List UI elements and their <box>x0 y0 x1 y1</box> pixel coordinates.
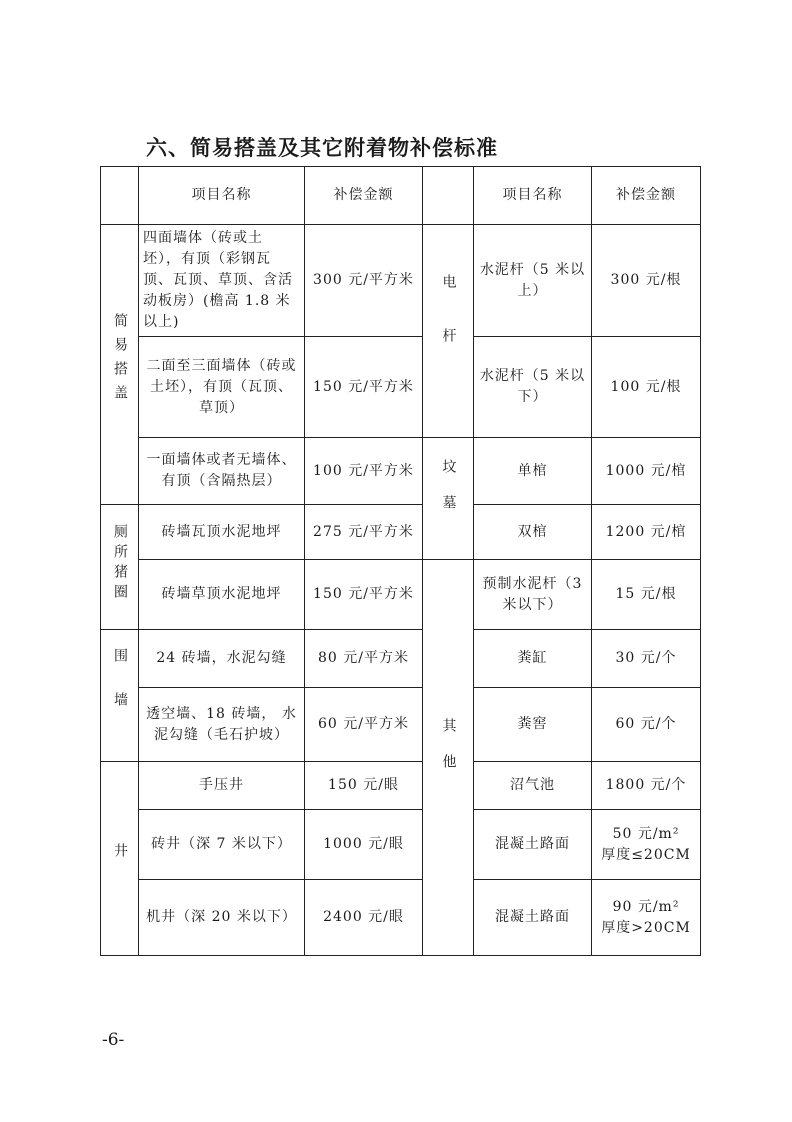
right-item: 混凝土路面 <box>474 810 592 880</box>
left-amount: 1000 元/眼 <box>305 810 423 880</box>
table-row <box>101 630 701 688</box>
group-well: 井 <box>101 762 139 956</box>
left-amount: 300 元/平方米 <box>305 225 423 337</box>
table-row <box>101 880 701 956</box>
group-toilet: 厕所猪圈 <box>101 505 139 630</box>
right-item: 粪窖 <box>474 688 592 762</box>
left-item: 砖井（深 7 米以下） <box>139 810 305 880</box>
right-amount <box>592 810 701 880</box>
left-item: 透空墙、18 砖墙， 水泥勾缝（毛石护坡） <box>139 688 305 762</box>
right-item: 水泥杆（5 米以上） <box>474 225 592 337</box>
group-simple: 简易搭盖 <box>101 225 139 505</box>
left-item: 砖墙草顶水泥地坪 <box>139 560 305 630</box>
group-grave: 坟墓 <box>423 438 474 560</box>
right-amount: 300 元/根 <box>592 225 701 337</box>
right-item: 沼气池 <box>474 762 592 810</box>
right-amount: 1200 元/棺 <box>592 505 701 560</box>
header-blank-left <box>101 167 139 225</box>
left-item: 一面墙体或者无墙体、有顶（含隔热层） <box>139 438 305 505</box>
right-item: 预制水泥杆（3 米以下） <box>474 560 592 630</box>
header-blank-right <box>423 167 474 225</box>
left-item: 砖墙瓦顶水泥地坪 <box>139 505 305 560</box>
left-item: 机井（深 20 米以下） <box>139 880 305 956</box>
table-header-row <box>101 167 701 225</box>
right-item: 水泥杆（5 米以下） <box>474 337 592 438</box>
right-amount: 1000 元/棺 <box>592 438 701 505</box>
left-item: 手压井 <box>139 762 305 810</box>
page-number: -6- <box>102 1030 125 1050</box>
right-item: 双棺 <box>474 505 592 560</box>
left-amount: 100 元/平方米 <box>305 438 423 505</box>
left-item: 24 砖墙，水泥勾缝 <box>139 630 305 688</box>
header-amount-left: 补偿金额 <box>305 167 423 225</box>
left-amount: 2400 元/眼 <box>305 880 423 956</box>
right-amount: 100 元/根 <box>592 337 701 438</box>
left-amount: 275 元/平方米 <box>305 505 423 560</box>
right-item: 单棺 <box>474 438 592 505</box>
table-row <box>101 438 701 505</box>
header-item-name-right: 项目名称 <box>474 167 592 225</box>
table-row <box>101 810 701 880</box>
left-item: 四面墙体（砖或土坯），有顶（彩钢瓦顶、瓦顶、草顶、含活动板房）(檐高 1.8 米以上) <box>139 225 305 337</box>
header-amount-right: 补偿金额 <box>592 167 701 225</box>
left-item: 二面至三面墙体（砖或土坯），有顶（瓦顶、草顶） <box>139 337 305 438</box>
amount-note: 厚度>20CM <box>601 919 691 936</box>
table-row <box>101 505 701 560</box>
header-item-name-left: 项目名称 <box>139 167 305 225</box>
table-row <box>101 225 701 337</box>
right-amount: 30 元/个 <box>592 630 701 688</box>
group-other: 其他 <box>423 560 474 956</box>
left-amount: 150 元/平方米 <box>305 337 423 438</box>
amount-line: 90 元/m² <box>612 898 680 915</box>
right-amount: 15 元/根 <box>592 560 701 630</box>
table-row <box>101 762 701 810</box>
compensation-table <box>100 166 701 956</box>
right-item: 混凝土路面 <box>474 880 592 956</box>
right-amount <box>592 880 701 956</box>
right-item: 粪缸 <box>474 630 592 688</box>
amount-line: 50 元/m² <box>612 825 680 842</box>
right-amount: 60 元/个 <box>592 688 701 762</box>
amount-note: 厚度≤20CM <box>601 846 691 863</box>
table-row <box>101 560 701 630</box>
group-wall: 围墙 <box>101 630 139 762</box>
group-pole: 电杆 <box>423 225 474 438</box>
left-amount: 150 元/平方米 <box>305 560 423 630</box>
left-amount: 150 元/眼 <box>305 762 423 810</box>
left-amount: 60 元/平方米 <box>305 688 423 762</box>
left-amount: 80 元/平方米 <box>305 630 423 688</box>
table-row <box>101 337 701 438</box>
table-row <box>101 688 701 762</box>
page-title: 六、简易搭盖及其它附着物补偿标准 <box>146 136 498 160</box>
right-amount: 1800 元/个 <box>592 762 701 810</box>
